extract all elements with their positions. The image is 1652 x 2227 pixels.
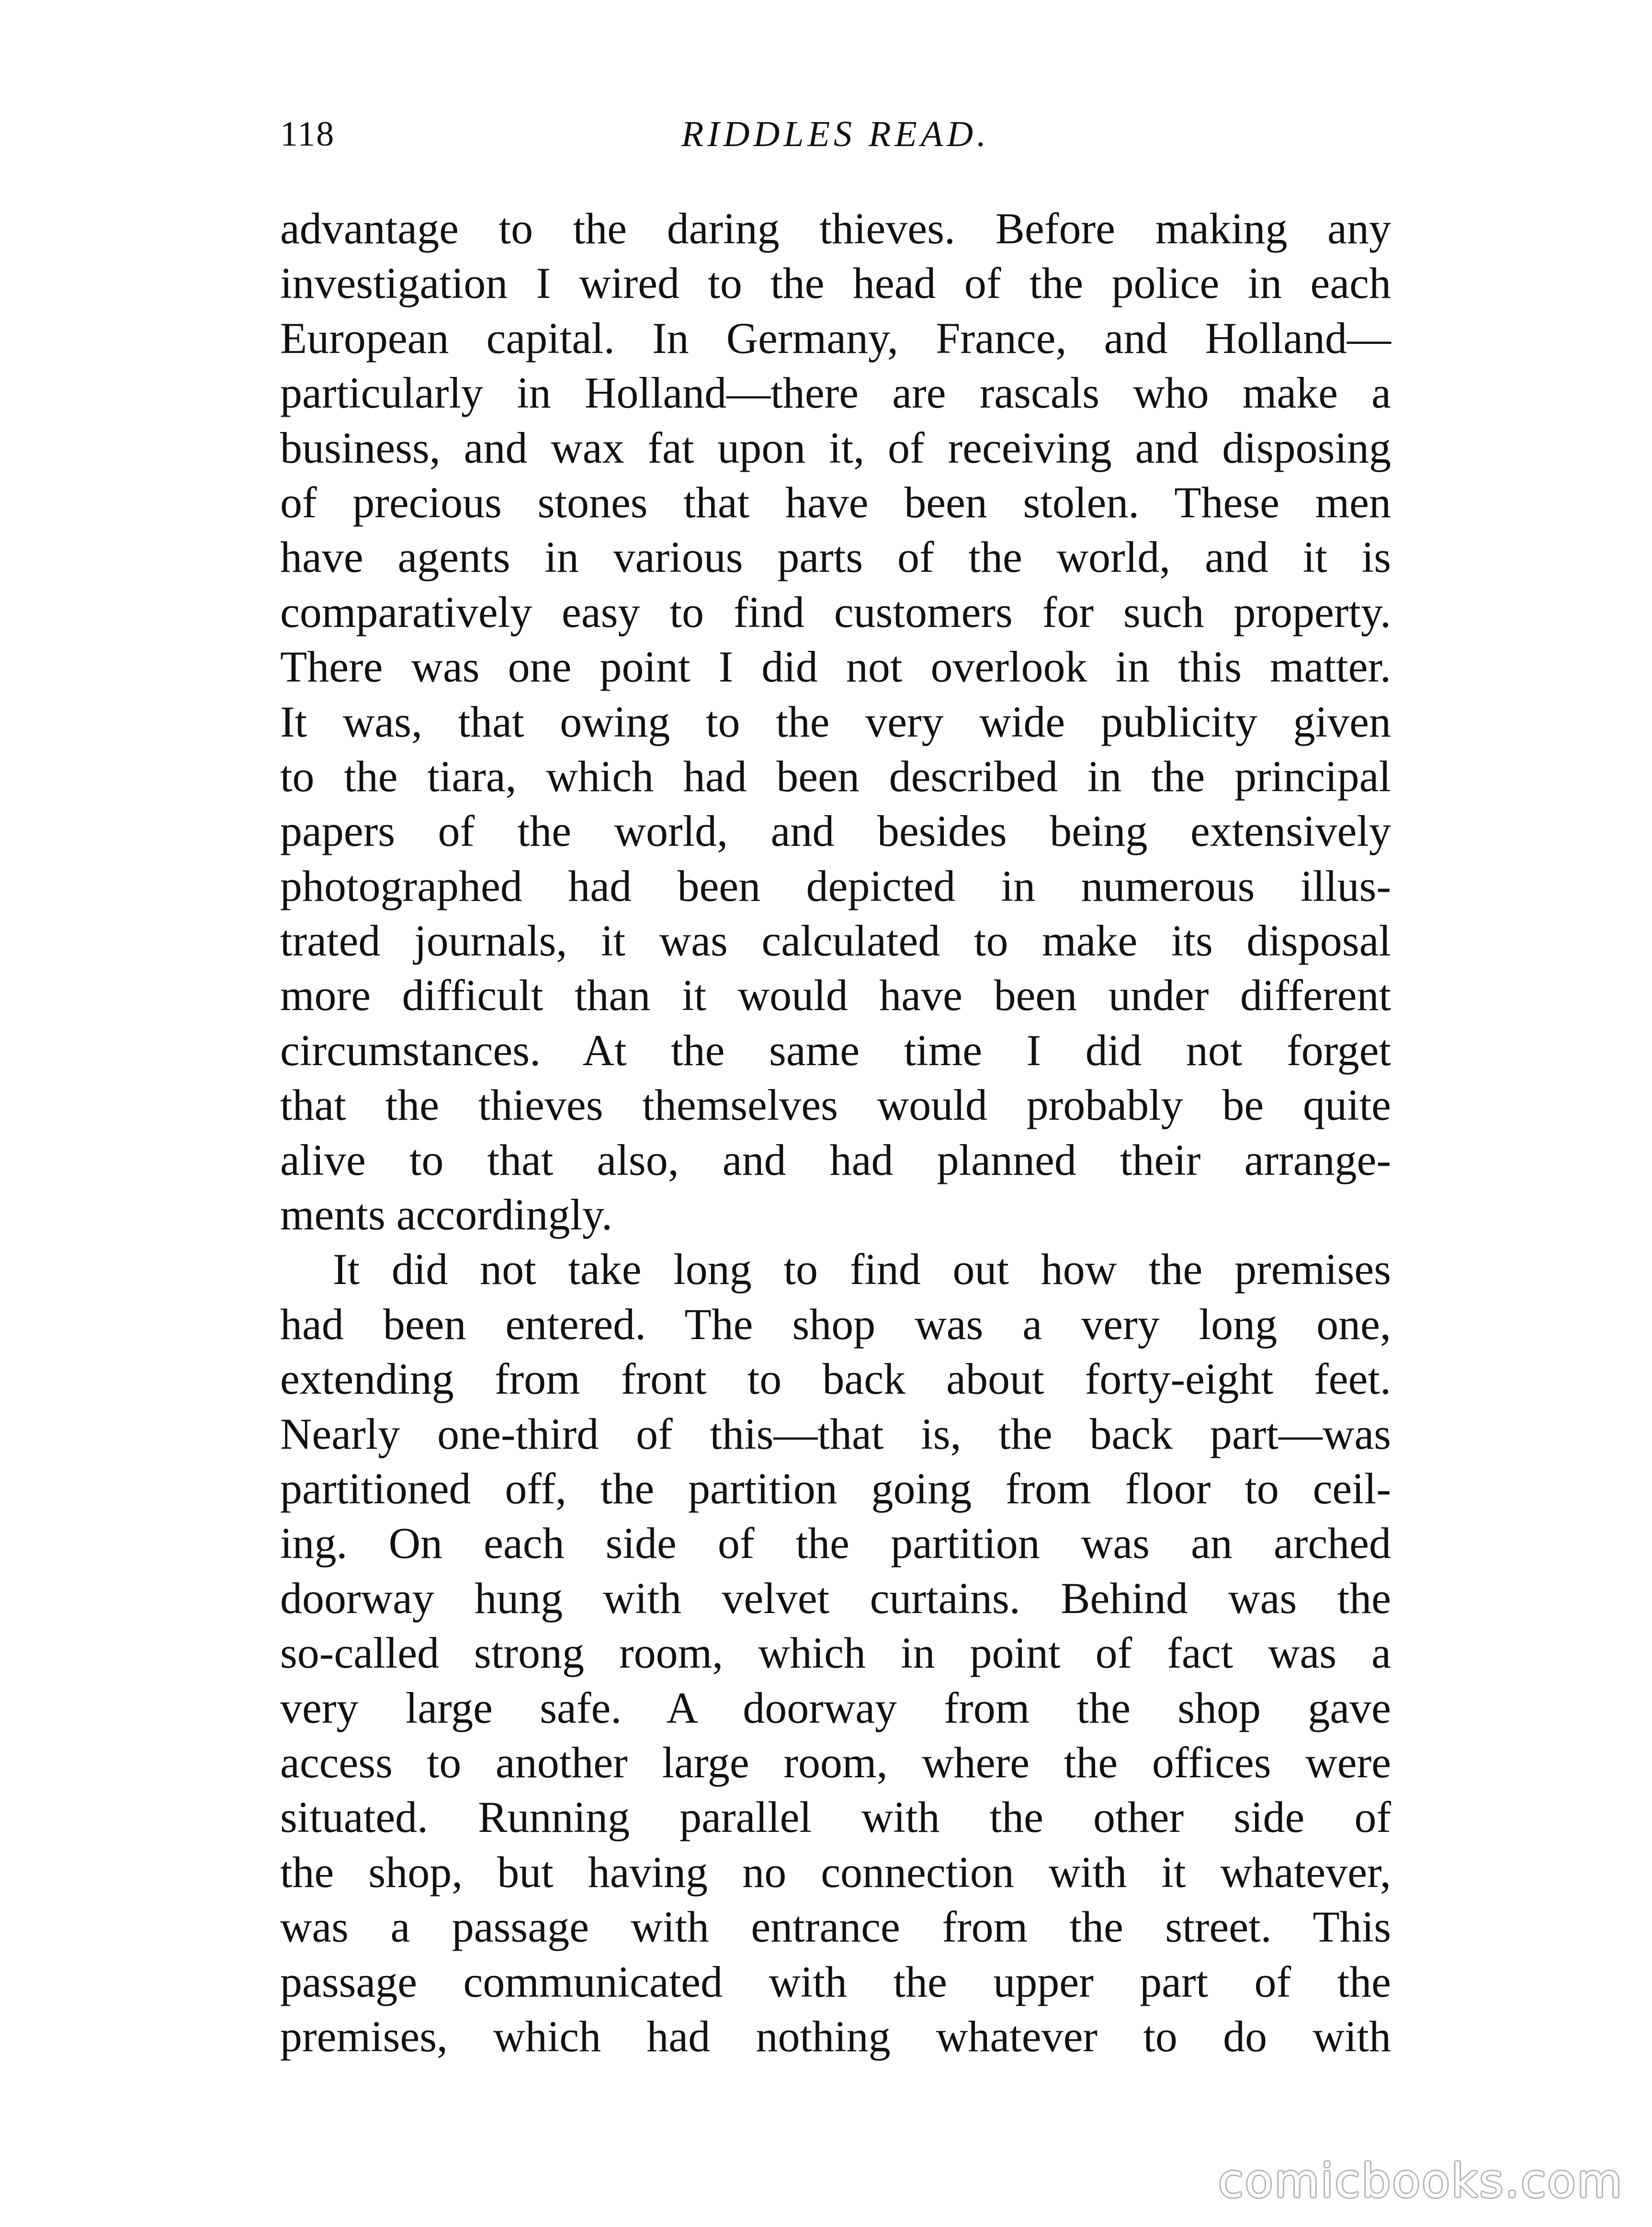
- text-line: very large safe. A doorway from the shop gave: [280, 1683, 1391, 1732]
- running-head: RIDDLES READ.: [681, 114, 990, 154]
- text-line: photographed had been depicted in numerous illus-: [280, 861, 1391, 910]
- text-line: advantage to the daring thieves. Before making any: [280, 204, 1391, 253]
- text-line: investigation I wired to the head of the police in each: [280, 259, 1391, 308]
- page-header: [280, 105, 1391, 163]
- text-line: European capital. In Germany, France, and Holland—: [280, 313, 1391, 363]
- text-line: circumstances. At the same time I did not forget: [280, 1025, 1391, 1075]
- text-line: passage communicated with the upper part of the: [280, 1957, 1391, 2006]
- page-number: 118: [280, 114, 335, 154]
- paragraph: [280, 201, 1391, 1242]
- text-line: more difficult than it would have been under different: [280, 971, 1391, 1020]
- body-text: [280, 201, 1391, 2064]
- text-line: the shop, but having no connection with it whatever,: [280, 1847, 1391, 1897]
- text-line: have agents in various parts of the world, and it is: [280, 533, 1391, 582]
- text-line: situated. Running parallel with the other side of: [280, 1793, 1391, 1842]
- paragraph: [280, 1242, 1391, 2064]
- text-line: trated journals, it was calculated to make its disposal: [280, 916, 1391, 966]
- text-line: Nearly one-third of this—that is, the back part—was: [280, 1409, 1391, 1458]
- text-line: premises, which had nothing whatever to do with: [280, 2011, 1391, 2061]
- text-line: There was one point I did not overlook in this matter.: [280, 642, 1391, 692]
- text-line: It did not take long to find out how the premises: [333, 1245, 1391, 1294]
- text-line: extending from front to back about forty-eight feet.: [280, 1354, 1391, 1404]
- text-line: partitioned off, the partition going from floor to ceil-: [280, 1464, 1391, 1513]
- site-watermark: comicbooks.com: [1218, 2154, 1623, 2208]
- text-line: to the tiara, which had been described in the principal: [280, 751, 1391, 801]
- text-line: It was, that owing to the very wide publicity given: [280, 697, 1391, 746]
- text-line: particularly in Holland—there are rascals who make a: [280, 368, 1391, 418]
- text-line: business, and wax fat upon it, of receiving and disposing: [280, 423, 1391, 472]
- text-line: alive to that also, and had planned their arrange-: [280, 1135, 1391, 1184]
- text-line: that the thieves themselves would probably be quite: [280, 1080, 1391, 1130]
- text-line: comparatively easy to find customers for such property.: [280, 587, 1391, 636]
- text-line: access to another large room, where the offices were: [280, 1738, 1391, 1787]
- text-line: papers of the world, and besides being extensively: [280, 807, 1391, 856]
- text-line: was a passage with entrance from the street. This: [280, 1902, 1391, 1952]
- text-line: ing. On each side of the partition was an arched: [280, 1519, 1391, 1568]
- text-line: so-called strong room, which in point of fact was a: [280, 1628, 1391, 1678]
- text-line: of precious stones that have been stolen. These men: [280, 477, 1391, 527]
- text-line: doorway hung with velvet curtains. Behind was the: [280, 1573, 1391, 1623]
- text-line: ments accordingly.: [280, 1190, 613, 1239]
- text-line: had been entered. The shop was a very long one,: [280, 1299, 1391, 1349]
